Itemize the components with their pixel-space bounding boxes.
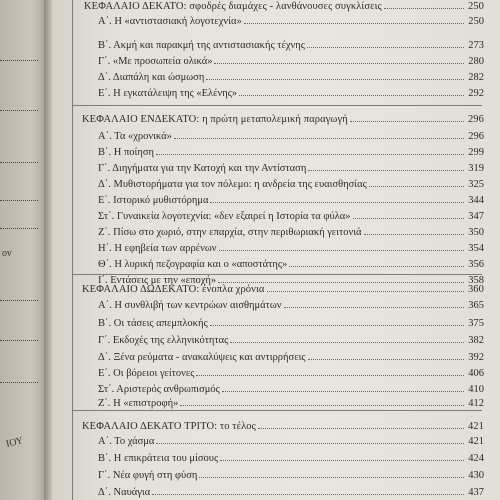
toc-chapter-heading: ΚΕΦΑΛΑΙΟ ΔΩΔΕΚΑΤΟ: ένοπλα χρόνια 360 <box>82 284 484 295</box>
toc-entry: Β΄. Η επικράτεια του μίσους 424 <box>98 453 484 464</box>
left-page <box>0 0 46 500</box>
toc-entry: Δ΄. Διαπάλη και ώσμωση 282 <box>98 72 484 83</box>
toc-entry: Ζ΄. Η «επιστροφή» 412 <box>98 398 484 409</box>
left-page-fragment: ΙΟΥ <box>4 435 25 450</box>
toc-entry: Β΄. Ακμή και παρακμή της αντιστασιακής τέχνης 273 <box>98 40 484 51</box>
toc-chapter-heading: ΚΕΦΑΛΑΙΟ ΔΕΚΑΤΟ: σφοδρές διαμάχες - λανθάνουσες συγκλίσεις 250 <box>84 1 484 12</box>
toc-entry: Δ΄. Ξένα ρεύματα - ανακαλύψεις και αντιρρήσεις 392 <box>98 352 484 363</box>
toc-entry: Γ΄. Εκδοχές της ελληνικότητας 382 <box>98 335 484 346</box>
dotted-leader <box>0 300 38 301</box>
toc-entry: Γ΄. Νέα φυγή στη φύση 430 <box>98 470 484 481</box>
toc-chapter-heading: ΚΕΦΑΛΑΙΟ ΕΝΔΕΚΑΤΟ: η πρώτη μεταπολεμική παραγωγή 296 <box>82 114 484 125</box>
toc-entry: Ε΄. Η εγκατάλειψη της «Ελένης» 292 <box>98 88 484 99</box>
toc-entry: Α΄. Τα «χρονικά» 296 <box>98 131 484 142</box>
right-page <box>52 0 500 500</box>
toc-entry: Δ΄. Ναυάγια 437 <box>98 487 484 498</box>
dotted-leader <box>0 60 38 61</box>
dotted-leader <box>0 110 38 111</box>
dotted-leader <box>0 162 38 163</box>
toc-entry: Β΄. Η ποίηση 299 <box>98 147 484 158</box>
toc-entry: Θ΄. Η λυρική πεζογραφία και ο «αποστάτης» 356 <box>98 259 484 270</box>
toc-entry: Γ΄. Διηγήματα για την Κατοχή και την Αντίσταση 319 <box>98 163 484 174</box>
dotted-leader <box>0 382 38 383</box>
dotted-leader <box>0 340 38 341</box>
toc-entry: Στ΄. Γυναικεία λογοτεχνία: «δεν εξαιρεί η Ιστορία τα φύλα» 347 <box>98 211 484 222</box>
toc-entry: Ε΄. Οι βόρειοι γείτονες 406 <box>98 368 484 379</box>
toc-entry: Ι΄. Εντάσεις με την «εποχή» 358 <box>98 275 484 286</box>
toc-entry: Στ΄. Αριστερός ανθρωπισμός 410 <box>98 384 484 395</box>
toc-entry: Α΄. Η «αντιστασιακή λογοτεχνία» 250 <box>98 16 484 27</box>
toc-entry: Γ΄. «Με προσωπεία ολικά» 280 <box>98 56 484 67</box>
toc-chapter-heading: ΚΕΦΑΛΑΙΟ ΔΕΚΑΤΟ ΤΡΙΤΟ: το τέλος 421 <box>82 421 484 432</box>
left-page-fragment: ον <box>2 248 12 259</box>
dotted-leader <box>0 228 38 229</box>
toc-entry: Β΄. Οι τάσεις απεμπλοκής 375 <box>98 318 484 329</box>
dotted-leader <box>0 200 38 201</box>
toc-entry: Ε΄. Ιστορικό μυθιστόρημα 344 <box>98 195 484 206</box>
toc-entry: Α΄. Η συνθλιβή των κεντρώων αισθημάτων 365 <box>98 300 484 311</box>
vertical-rule <box>72 0 73 500</box>
toc-entry: Α΄. Το χάσμα 421 <box>98 436 484 447</box>
toc-entry: Η΄. Η εφηβεία των αρρένων 354 <box>98 243 484 254</box>
toc-entry: Ζ΄. Πίσω στο χωριό, στην επαρχία, στην περιθωριακή γειτονιά 350 <box>98 227 484 238</box>
toc-entry: Δ΄. Μυθιστορήματα για τον πόλεμο: η ανδρεία της ευαισθησίας 325 <box>98 179 484 190</box>
section-divider <box>72 105 482 106</box>
